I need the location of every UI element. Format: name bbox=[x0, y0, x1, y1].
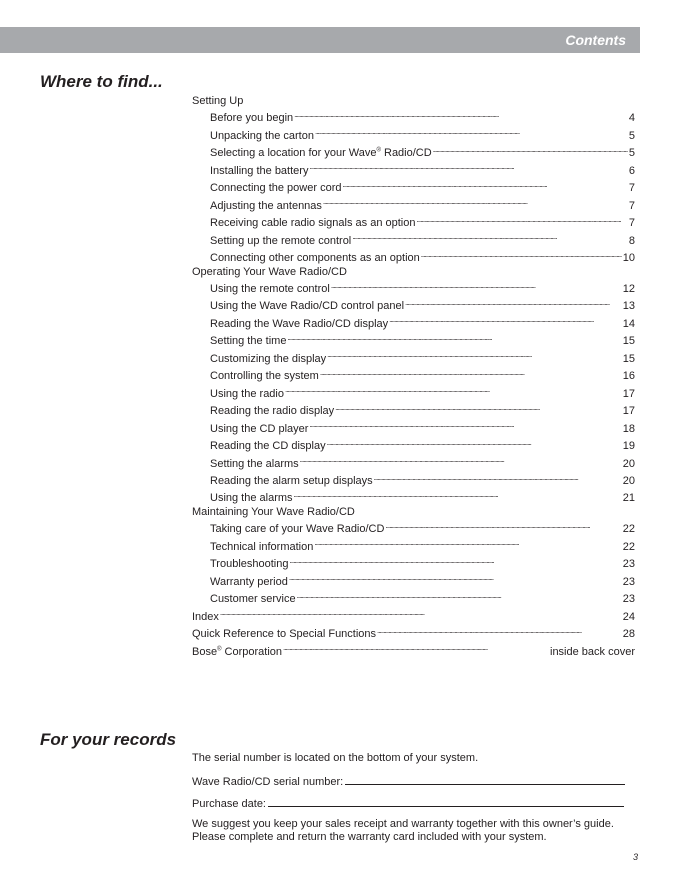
toc-entry-page: 7 bbox=[628, 217, 635, 230]
toc-entry[interactable] bbox=[192, 419, 635, 436]
toc-entry[interactable] bbox=[192, 537, 635, 554]
purchase-date-row bbox=[192, 796, 624, 810]
toc-entry-text: Maintaining Your Wave Radio/CD bbox=[192, 505, 355, 518]
toc-entry[interactable] bbox=[192, 436, 635, 453]
toc-entry-page: 19 bbox=[622, 440, 635, 453]
toc-entry-text: Using the radio bbox=[210, 387, 284, 400]
toc-leader-dots bbox=[289, 572, 622, 585]
toc-entry-text: Setting up the remote control bbox=[210, 234, 352, 247]
toc-entry[interactable] bbox=[192, 471, 635, 488]
toc-leader-dots bbox=[342, 178, 627, 191]
toc-entry[interactable] bbox=[192, 519, 635, 536]
toc-entry-text: Before you begin bbox=[210, 112, 294, 125]
toc-entry-text: Setting Up bbox=[192, 95, 244, 107]
toc-entry-page: 4 bbox=[628, 112, 635, 125]
toc-entry[interactable] bbox=[192, 266, 635, 279]
toc-leader-dots bbox=[294, 488, 622, 501]
toc-leader-dots bbox=[416, 213, 627, 226]
toc-entry-text: Using the Wave Radio/CD control panel bbox=[210, 300, 405, 313]
toc-entry-page: 23 bbox=[622, 558, 635, 571]
toc-entry-text: Adjusting the antennas bbox=[210, 199, 322, 212]
toc-entry[interactable] bbox=[192, 108, 635, 125]
toc-entry[interactable] bbox=[192, 488, 635, 505]
toc-entry-page: 28 bbox=[622, 628, 635, 641]
toc-entry[interactable] bbox=[192, 572, 635, 589]
toc-entry[interactable] bbox=[192, 296, 635, 313]
toc-entry-text: Technical information bbox=[210, 540, 314, 553]
suggestion-line-2: Please complete and return the warranty card included with your system. bbox=[192, 831, 547, 843]
toc-entry-text: Reading the radio display bbox=[210, 405, 335, 418]
toc-entry-page: 23 bbox=[622, 593, 635, 606]
toc-leader-dots bbox=[287, 331, 621, 344]
serial-note: The serial number is located on the bottom of your system. bbox=[192, 752, 479, 764]
toc-entry[interactable] bbox=[192, 589, 635, 606]
toc-entry-text: Connecting other components as an option bbox=[210, 252, 420, 265]
toc-entry-text: Bose® Corporation bbox=[192, 645, 283, 658]
toc-entry[interactable] bbox=[192, 506, 635, 519]
toc-entry-page: 15 bbox=[622, 335, 635, 348]
toc-leader-dots bbox=[335, 401, 622, 414]
toc-leader-dots bbox=[294, 108, 628, 121]
toc-entry-text: Warranty period bbox=[210, 575, 288, 588]
header-bar bbox=[0, 27, 640, 53]
toc-leader-dots bbox=[220, 607, 622, 620]
toc-leader-dots bbox=[300, 454, 622, 467]
toc-entry[interactable] bbox=[192, 248, 635, 265]
suggestion-line-1: We suggest you keep your sales receipt and warranty together with this owner’s guide. bbox=[192, 818, 614, 830]
page-number: 3 bbox=[633, 852, 639, 862]
toc-entry[interactable] bbox=[192, 624, 635, 641]
toc-entry[interactable] bbox=[192, 143, 635, 160]
records-heading: For your records bbox=[40, 730, 177, 749]
serial-number-row bbox=[192, 774, 625, 788]
toc-entry-text: Using the CD player bbox=[210, 422, 309, 435]
toc-leader-dots bbox=[377, 624, 622, 637]
toc-entry-text: Selecting a location for your Wave® Radio/CD bbox=[210, 147, 432, 160]
toc-entry[interactable] bbox=[192, 384, 635, 401]
toc-entry-text: Setting the time bbox=[210, 335, 287, 348]
toc-leader-dots bbox=[320, 366, 622, 379]
toc-entry[interactable] bbox=[192, 642, 635, 659]
toc-entry[interactable] bbox=[192, 314, 635, 331]
toc-entry-text: Reading the CD display bbox=[210, 440, 326, 453]
toc-entry-page: 17 bbox=[622, 387, 635, 400]
toc-entry[interactable] bbox=[192, 279, 635, 296]
toc-entry-page: 8 bbox=[628, 234, 635, 247]
toc-leader-dots bbox=[309, 161, 627, 174]
toc-entry[interactable] bbox=[192, 161, 635, 178]
toc-leader-dots bbox=[285, 384, 622, 397]
toc-leader-dots bbox=[309, 419, 621, 432]
toc-entry-page: 21 bbox=[622, 492, 635, 505]
toc-entry[interactable] bbox=[192, 331, 635, 348]
toc-entry-page: 15 bbox=[622, 352, 635, 365]
toc-leader-dots bbox=[283, 642, 549, 655]
toc-leader-dots bbox=[314, 537, 621, 550]
toc-leader-dots bbox=[385, 519, 621, 532]
toc-entry-page: inside back cover bbox=[550, 645, 635, 658]
toc-entry-page: 14 bbox=[622, 317, 635, 330]
toc-entry-text: Troubleshooting bbox=[210, 558, 289, 571]
toc-entry-text: Controlling the system bbox=[210, 370, 319, 383]
page-title: Contents bbox=[565, 32, 626, 48]
toc-entry-page: 10 bbox=[622, 252, 635, 265]
toc-entry-page: 20 bbox=[622, 474, 635, 487]
toc-leader-dots bbox=[289, 554, 621, 567]
serial-number-label: Wave Radio/CD serial number: bbox=[192, 776, 344, 788]
toc-heading: Where to find... bbox=[40, 72, 163, 91]
toc-entry[interactable] bbox=[192, 607, 635, 624]
toc-entry-text: Receiving cable radio signals as an option bbox=[210, 217, 416, 230]
toc-entry-text: Setting the alarms bbox=[210, 457, 299, 470]
purchase-date-label: Purchase date: bbox=[192, 798, 266, 810]
toc-entry-page: 5 bbox=[628, 129, 635, 142]
toc-leader-dots bbox=[389, 314, 622, 327]
toc-leader-dots bbox=[374, 471, 622, 484]
toc-entry-text: Quick Reference to Special Functions bbox=[192, 628, 377, 641]
toc-entry[interactable] bbox=[192, 349, 635, 366]
toc-leader-dots bbox=[405, 296, 622, 309]
toc-entry[interactable] bbox=[192, 196, 635, 213]
toc-entry[interactable] bbox=[192, 178, 635, 195]
toc-entry-text: Customer service bbox=[210, 593, 296, 606]
toc-entry-page: 22 bbox=[622, 523, 635, 536]
toc-entry-page: 18 bbox=[622, 422, 635, 435]
toc-entry-page: 13 bbox=[622, 300, 635, 313]
toc-leader-dots bbox=[327, 436, 622, 449]
toc-entry[interactable] bbox=[192, 554, 635, 571]
toc-entry-page: 23 bbox=[622, 575, 635, 588]
toc-leader-dots bbox=[323, 196, 628, 209]
toc-entry[interactable] bbox=[192, 126, 635, 143]
toc-entry-text: Operating Your Wave Radio/CD bbox=[192, 265, 347, 278]
toc-leader-dots bbox=[297, 589, 622, 602]
toc-entry-page: 20 bbox=[622, 457, 635, 470]
toc-entry-text: Unpacking the carton bbox=[210, 129, 314, 142]
toc-entry-page: 24 bbox=[622, 610, 635, 623]
toc-entry-page: 17 bbox=[622, 405, 635, 418]
toc-entry[interactable] bbox=[192, 231, 635, 248]
purchase-date-field[interactable] bbox=[268, 796, 624, 807]
toc-leader-dots bbox=[352, 231, 628, 244]
toc-leader-dots bbox=[421, 248, 622, 261]
toc-leader-dots bbox=[331, 279, 622, 292]
toc-entry[interactable] bbox=[192, 95, 635, 108]
toc-entry[interactable] bbox=[192, 366, 635, 383]
toc-entry-text: Connecting the power cord bbox=[210, 182, 342, 195]
toc-entry-text: Reading the Wave Radio/CD display bbox=[210, 317, 389, 330]
toc-entry[interactable] bbox=[192, 401, 635, 418]
table-of-contents bbox=[192, 95, 635, 659]
toc-entry-page: 6 bbox=[628, 164, 635, 177]
toc-entry-text: Taking care of your Wave Radio/CD bbox=[210, 523, 385, 536]
toc-entry[interactable] bbox=[192, 454, 635, 471]
toc-entry-page: 22 bbox=[622, 540, 635, 553]
toc-entry-page: 7 bbox=[628, 199, 635, 212]
toc-entry-text: Index bbox=[192, 610, 219, 623]
toc-entry-text: Installing the battery bbox=[210, 164, 309, 177]
toc-entry-text: Customizing the display bbox=[210, 352, 327, 365]
serial-number-field[interactable] bbox=[345, 774, 625, 785]
toc-leader-dots bbox=[433, 143, 628, 156]
toc-entry-page: 5 bbox=[628, 147, 635, 160]
toc-entry-text: Using the alarms bbox=[210, 492, 293, 505]
toc-leader-dots bbox=[315, 126, 628, 139]
toc-entry-page: 16 bbox=[622, 370, 635, 383]
toc-entry-text: Reading the alarm setup displays bbox=[210, 474, 373, 487]
toc-entry-page: 12 bbox=[622, 282, 635, 295]
toc-entry[interactable] bbox=[192, 213, 635, 230]
toc-entry-text: Using the remote control bbox=[210, 282, 330, 295]
toc-entry-page: 7 bbox=[628, 182, 635, 195]
toc-leader-dots bbox=[327, 349, 622, 362]
